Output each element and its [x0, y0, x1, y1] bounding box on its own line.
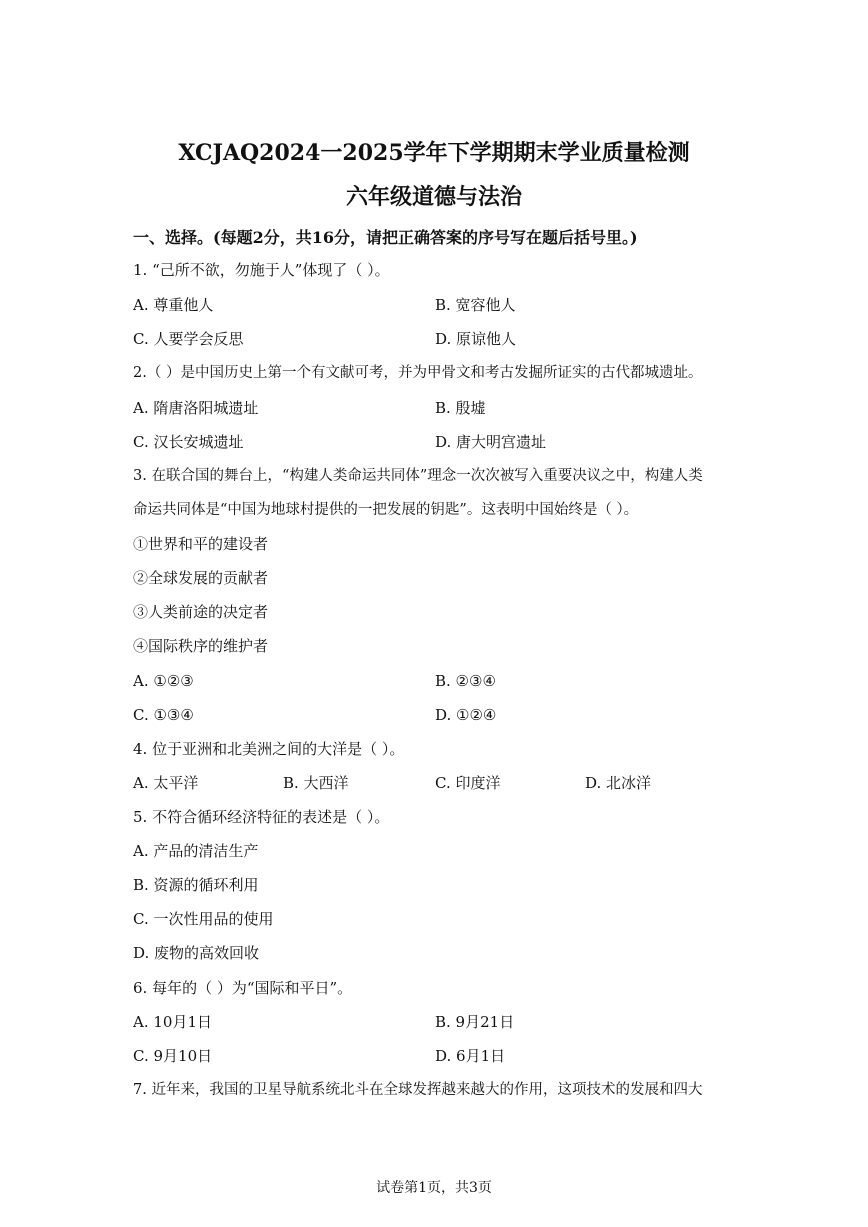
exam-subtitle: 六年级道德与法治 — [345, 184, 522, 210]
question-1-stem: 1. “己所不欲，勿施于人”体现了（ ）。 — [133, 261, 390, 279]
question-6-option-a: A. 10月1日 — [133, 1013, 212, 1031]
question-6-stem: 6. 每年的（ ）为“国际和平日”。 — [133, 979, 353, 997]
question-2-option-b: B. 殷墟 — [435, 399, 486, 417]
question-4-option-b: B. 大西洋 — [283, 774, 349, 792]
page-footer: 试卷第1页，共3页 — [376, 1180, 492, 1196]
question-5-option-c: C. 一次性用品的使用 — [133, 910, 274, 928]
question-6-option-d: D. 6月1日 — [435, 1047, 506, 1065]
question-4-stem: 4. 位于亚洲和北美洲之间的大洋是（ ）。 — [133, 740, 405, 758]
exam-title: XCJAQ2024一2025学年下学期期末学业质量检测 — [178, 140, 690, 166]
question-1-option-a: A. 尊重他人 — [133, 296, 214, 314]
question-6-option-c: C. 9月10日 — [133, 1047, 213, 1065]
question-2-option-c: C. 汉长安城遗址 — [133, 433, 244, 451]
question-3-option-c: C. ①③④ — [133, 706, 194, 724]
question-2-option-d: D. 唐大明宫遗址 — [435, 433, 547, 451]
question-3-stem-line-1: 3. 在联合国的舞台上，“构建人类命运共同体”理念一次次被写入重要决议之中，构建人类 — [133, 468, 703, 484]
question-2-option-a: A. 隋唐洛阳城遗址 — [133, 399, 259, 417]
question-1-option-c: C. 人要学会反思 — [133, 330, 244, 348]
question-3-item-3: ③人类前途的决定者 — [133, 603, 269, 621]
question-4-option-a: A. 太平洋 — [133, 774, 199, 792]
question-3-option-b: B. ②③④ — [435, 672, 496, 690]
question-3-stem-line-2: 命运共同体是“中国为地球村提供的一把发展的钥匙”。这表明中国始终是（ ）。 — [133, 502, 639, 518]
question-3-item-1: ①世界和平的建设者 — [133, 535, 269, 553]
question-3-option-d: D. ①②④ — [435, 706, 497, 724]
question-1-option-b: B. 宽容他人 — [435, 296, 516, 314]
question-5-option-a: A. 产品的清洁生产 — [133, 842, 259, 860]
question-4-option-c: C. 印度洋 — [435, 774, 501, 792]
question-5-stem: 5. 不符合循环经济特征的表述是（ ）。 — [133, 808, 390, 826]
section-heading: 一、选择。(每题2分，共16分，请把正确答案的序号写在题后括号里。) — [133, 228, 638, 247]
question-6-option-b: B. 9月21日 — [435, 1013, 515, 1031]
question-5-option-b: B. 资源的循环利用 — [133, 876, 259, 894]
question-3-item-2: ②全球发展的贡献者 — [133, 569, 269, 587]
question-7-stem: 7. 近年来，我国的卫星导航系统北斗在全球发挥越来越大的作用，这项技术的发展和四大 — [133, 1082, 703, 1098]
question-2-stem: 2.（ ）是中国历史上第一个有文献可考，并为甲骨文和考古发掘所证实的古代都城遗址。 — [133, 365, 703, 381]
question-1-option-d: D. 原谅他人 — [435, 330, 517, 348]
question-5-option-d: D. 废物的高效回收 — [133, 944, 260, 962]
question-3-item-4: ④国际秩序的维护者 — [133, 637, 269, 655]
question-3-option-a: A. ①②③ — [133, 672, 194, 690]
question-4-option-d: D. 北冰洋 — [585, 774, 652, 792]
